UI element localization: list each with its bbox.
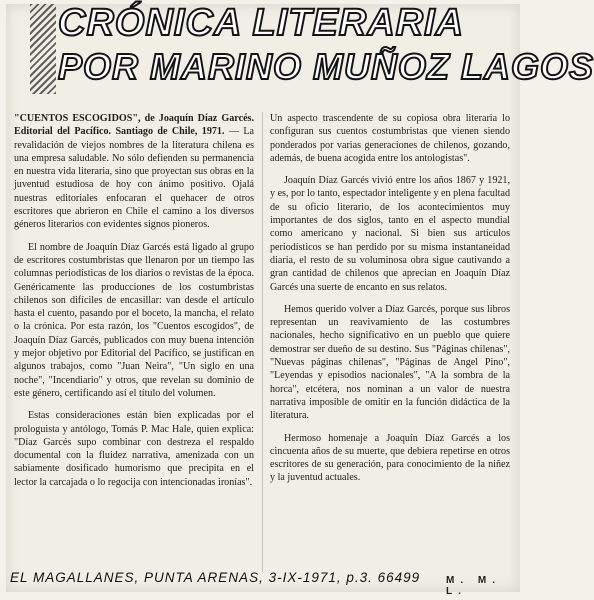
column-divider [262,112,263,572]
paragraph: Hemos querido volver a Díaz Garcés, porque sus libros representan un reavivamiento de las costumbres nacionales, hecho significativo en un pueblo que quiere demostrar ser dueño de su destino. Sus "Páginas chilenas", "Nuevas páginas chilenas", "Páginas de Angel Pino", "Leyendas y episodios nacionales", "A la sombra de la horca", etcétera, nos nominan a un valor de nuestra narrativa imposible de omitir en la función didáctica de la literatura. [270,303,510,422]
column-title: CRÓNICA LITERARIA [58,2,465,44]
paragraph: "CUENTOS ESCOGIDOS", de Joaquín Díaz Garcés. Editorial del Pacífico. Santiago de Chile, 1971. — La revalidación de viejos nombres de la literatura chilena es una empresa saludable. No sólo defienden su permanencia en nuestra vida literaria, sino que proyectan sus obras en la juventud estudiosa de hoy con ánimo positivo. Ojalá nuestras editoriales enfocaran el quehacer de otros escritores que abrieron en Chile el camino a los diversos géneros literarios con evidentes signos pioneros. [14,113,254,231]
paragraph: El nombre de Joaquín Díaz Garcés está ligado al grupo de escritores costumbristas que llenaron por un tiempo las columnas periodísticas de los diarios o revistas de la época. Genéricamente las producciones de los costumbristas chilenos son difíciles de encasillar: van desde el artículo hasta el cuento, pasando por el boceto, la mancha, el relato o la crónica. Por esta razón, los "Cuentos escogidos", de Joaquín Díaz Garcés, publicados con muy buena intención y mejor objetivo por Editorial del Pacífico, se justifican en algunos trabajos, como "Juan Neira", "Un siglo en una noche", "Incendiario" y otros, que revelan su dominio de este género, certificando así el título del volumen. [14,241,254,399]
paragraph: Hermoso homenaje a Joaquín Díaz Garcés a los cincuenta años de su muerte, que debiera repetirse en otros escritores de su generación, para conocimiento de la niñez y la juventud actuales. [270,432,510,484]
headline-hatch-ornament [30,4,56,94]
headline [0,0,594,100]
handwritten-source-note: EL MAGALLANES, PUNTA ARENAS, 3-IX-1971, p.3. 66499 [10,570,421,585]
paragraph: Estas consideraciones están bien explicadas por el prologuista y antólogo, Tomás P. Mac Hale, quien explica: "Díaz Garcés supo combinar con destreza el respaldo documental con la fluidez narrativa, amenizada con un sabiamente dosificado humorismo que precipita en el lector la carcajada o lo regocija con intencionadas ironías". [14,410,254,488]
article-column-right [270,112,510,494]
paragraph: Joaquín Díaz Garcés vivió entre los años 1867 y 1921, y es, por lo tanto, espectador inteligente y en plena facultad de su oficio literario, de los acontecimientos muy importantes de dos siglos, tanto en el aspecto mundial como americano y nacional. Si bien sus artículos periodísticos se han perdido por su misma instantaneidad diaria, el resto de su voluminosa obra sigue cautivando a gran cantidad de chilenos que aprecian en Joaquín Díaz Garcés una suerte de encanto en sus relatos. [270,175,510,293]
paragraph: Un aspecto trascendente de su copiosa obra literaria lo configuran sus cuentos costumbristas que vienen siendo ponderados por varias generaciones de chilenos, gozando, además, de buena acogida entre los antologistas". [270,113,510,164]
book-reference: "CUENTOS ESCOGIDOS", de Joaquín Díaz Garcés. Editorial del Pacífico. Santiago de Chile, 1971. [14,113,254,138]
article-column-left [14,112,254,498]
byline: POR MARINO MUÑOZ LAGOS [58,46,594,87]
author-initials: M. M. L. [446,575,501,597]
